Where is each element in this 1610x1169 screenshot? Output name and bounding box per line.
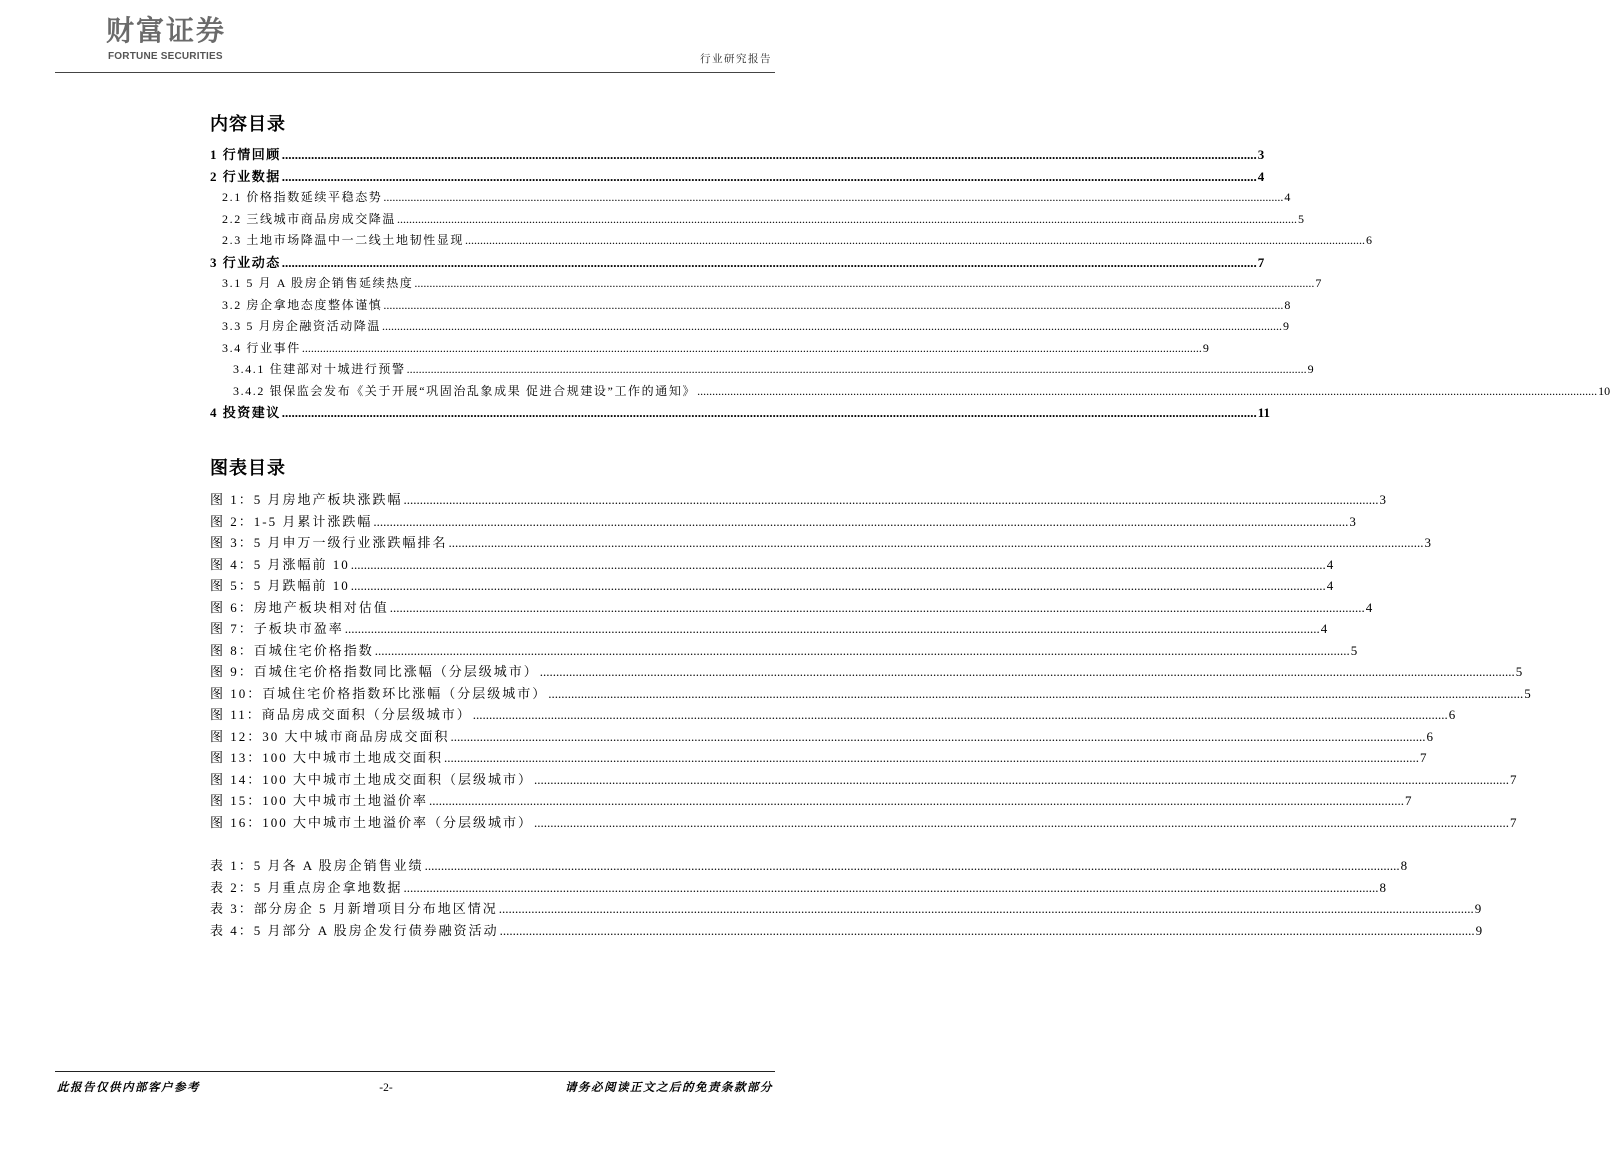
dot-leader bbox=[414, 273, 1314, 295]
figure-entry[interactable] bbox=[210, 640, 1358, 662]
dot-leader bbox=[473, 704, 1448, 726]
dot-leader bbox=[534, 812, 1509, 834]
toc-entry[interactable] bbox=[210, 316, 1290, 338]
figure-entry[interactable] bbox=[210, 511, 1356, 533]
table-entry[interactable] bbox=[210, 855, 1408, 877]
toc-entry-page: 11 bbox=[1257, 405, 1271, 420]
dot-leader bbox=[282, 402, 1257, 424]
figure-entry-page: 7 bbox=[1510, 814, 1517, 830]
figure-entry-label: 图 11：商品房成交面积（分层级城市） bbox=[210, 707, 472, 722]
toc-entry-label: 3.4 行业事件 bbox=[222, 340, 301, 355]
dot-leader bbox=[425, 855, 1400, 877]
dot-leader bbox=[697, 381, 1597, 403]
toc-entry[interactable] bbox=[210, 402, 1271, 424]
figure-entry-label: 图 2：1-5 月累计涨跌幅 bbox=[210, 513, 373, 529]
toc-entry-page: 8 bbox=[1284, 297, 1291, 312]
figure-entry[interactable] bbox=[210, 812, 1517, 834]
dot-leader bbox=[373, 511, 1348, 533]
table-entry-label: 表 1：5 月各 A 股房企销售业绩 bbox=[210, 858, 424, 873]
toc-entry-label: 3.4.1 住建部对十城进行预警 bbox=[233, 362, 406, 376]
figure-entry[interactable] bbox=[210, 726, 1434, 748]
dot-leader bbox=[500, 920, 1475, 942]
figure-entry[interactable] bbox=[210, 554, 1334, 576]
figure-entry[interactable] bbox=[210, 747, 1427, 769]
report-type-label: 行业研究报告 bbox=[700, 54, 772, 65]
toc-entry-page: 9 bbox=[1283, 319, 1290, 333]
toc-entry[interactable] bbox=[210, 381, 1610, 403]
toc-entry-page: 9 bbox=[1307, 362, 1314, 376]
dot-leader bbox=[397, 209, 1297, 231]
toc-title: 内容目录 bbox=[210, 114, 286, 134]
table-entry-page: 8 bbox=[1400, 858, 1408, 873]
toc-entry-label: 1 行情回顾 bbox=[210, 147, 281, 162]
table-entry[interactable] bbox=[210, 920, 1483, 942]
dot-leader bbox=[345, 618, 1320, 640]
toc-entry-label: 3.2 房企拿地态度整体谨慎 bbox=[222, 297, 383, 312]
figure-entry[interactable] bbox=[210, 618, 1328, 640]
figure-entry-label: 图 6：房地产板块相对估值 bbox=[210, 599, 389, 615]
toc-entry-label: 3.3 5 月房企融资活动降温 bbox=[222, 319, 382, 333]
table-list bbox=[210, 855, 1483, 941]
toc-entry-label: 2 行业数据 bbox=[210, 168, 281, 184]
figure-entry[interactable] bbox=[210, 683, 1531, 705]
dot-leader bbox=[451, 726, 1426, 748]
toc-entry[interactable] bbox=[210, 209, 1305, 231]
dot-leader bbox=[407, 359, 1307, 381]
dot-leader bbox=[465, 230, 1365, 252]
toc-entry-label: 3 行业动态 bbox=[210, 254, 281, 270]
toc-entry-label: 2.3 土地市场降温中一二线土地韧性显现 bbox=[222, 233, 465, 247]
dot-leader bbox=[390, 597, 1365, 619]
toc-entry-label: 2.2 三线城市商品房成交降温 bbox=[222, 211, 397, 226]
toc-entry-label: 2.1 价格指数延续平稳态势 bbox=[222, 190, 383, 204]
toc-entry[interactable] bbox=[210, 359, 1314, 381]
dot-leader bbox=[534, 769, 1509, 791]
figure-entry-label: 图 9：百城住宅价格指数同比涨幅（分层级城市） bbox=[210, 664, 539, 679]
dot-leader bbox=[302, 338, 1202, 360]
toc-entry-page: 6 bbox=[1366, 233, 1373, 247]
table-entry-label: 表 2：5 月重点房企拿地数据 bbox=[210, 879, 403, 895]
table-entry[interactable] bbox=[210, 898, 1482, 920]
toc-entry-page: 4 bbox=[1257, 168, 1265, 184]
figure-entry-page: 3 bbox=[1349, 513, 1356, 529]
figure-entry[interactable] bbox=[210, 489, 1387, 511]
table-entry-page: 9 bbox=[1475, 922, 1483, 938]
toc-entry-page: 7 bbox=[1257, 254, 1265, 270]
company-logo-english: FORTUNE SECURITIES bbox=[108, 51, 223, 62]
figure-entry-label: 图 3：5 月申万一级行业涨跌幅排名 bbox=[210, 535, 448, 550]
figure-entry-page: 6 bbox=[1426, 728, 1434, 744]
dot-leader bbox=[282, 144, 1257, 166]
toc-list bbox=[210, 144, 1610, 424]
figure-entry[interactable] bbox=[210, 790, 1412, 812]
dot-leader bbox=[282, 166, 1257, 188]
figure-list bbox=[210, 489, 1531, 833]
figure-entry-label: 图 4：5 月涨幅前 10 bbox=[210, 556, 350, 572]
dot-leader bbox=[351, 554, 1326, 576]
toc-entry[interactable] bbox=[210, 166, 1265, 188]
figure-entry[interactable] bbox=[210, 661, 1523, 683]
figure-entry-label: 图 16：100 大中城市土地溢价率（分层级城市） bbox=[210, 814, 534, 830]
figure-entry-label: 图 8：百城住宅价格指数 bbox=[210, 642, 374, 658]
dot-leader bbox=[444, 747, 1419, 769]
figure-entry-page: 7 bbox=[1510, 771, 1517, 787]
figure-entry-label: 图 15：100 大中城市土地溢价率 bbox=[210, 793, 429, 808]
table-entry-page: 8 bbox=[1379, 879, 1387, 895]
figure-entry-label: 图 10：百城住宅价格指数环比涨幅（分层级城市） bbox=[210, 685, 548, 701]
toc-entry-page: 7 bbox=[1315, 276, 1322, 290]
figure-entry[interactable] bbox=[210, 597, 1373, 619]
figure-entry-page: 5 bbox=[1524, 685, 1531, 701]
figure-entry[interactable] bbox=[210, 575, 1334, 597]
page-number: -2- bbox=[379, 1082, 393, 1094]
dot-leader bbox=[375, 640, 1350, 662]
toc-entry-page: 10 bbox=[1598, 383, 1610, 398]
figure-entry-page: 3 bbox=[1379, 492, 1387, 507]
table-entry[interactable] bbox=[210, 877, 1387, 899]
figure-entry-page: 5 bbox=[1515, 664, 1523, 679]
toc-entry-page: 5 bbox=[1298, 211, 1305, 226]
table-entry-label: 表 3：部分房企 5 月新增项目分布地区情况 bbox=[210, 901, 498, 916]
figure-entry-page: 4 bbox=[1326, 578, 1334, 593]
toc-entry-page: 9 bbox=[1202, 340, 1209, 355]
figure-entry-label: 图 7：子板块市盈率 bbox=[210, 621, 344, 636]
figure-list-title: 图表目录 bbox=[210, 458, 286, 478]
toc-entry[interactable] bbox=[210, 295, 1291, 317]
figure-entry-page: 4 bbox=[1320, 621, 1328, 636]
table-entry-label: 表 4：5 月部分 A 股房企发行债券融资活动 bbox=[210, 922, 499, 938]
toc-entry-label: 4 投资建议 bbox=[210, 405, 281, 420]
header-divider bbox=[55, 72, 775, 73]
dot-leader bbox=[548, 683, 1523, 705]
toc-entry[interactable] bbox=[210, 338, 1209, 360]
dot-leader bbox=[540, 661, 1515, 683]
toc-entry[interactable] bbox=[210, 230, 1373, 252]
company-logo-chinese: 财富证券 bbox=[106, 14, 227, 47]
figure-entry-label: 图 5：5 月跌幅前 10 bbox=[210, 578, 350, 593]
figure-entry-label: 图 1：5 月房地产板块涨跌幅 bbox=[210, 492, 403, 507]
toc-entry-label: 3.1 5 月 A 股房企销售延续热度 bbox=[222, 276, 414, 290]
footer-distribution-note: 此报告仅供内部客户参考 bbox=[57, 1082, 200, 1094]
figure-entry-label: 图 13：100 大中城市土地成交面积 bbox=[210, 750, 444, 765]
figure-entry-page: 3 bbox=[1424, 535, 1432, 550]
dot-leader bbox=[383, 187, 1283, 209]
toc-entry[interactable] bbox=[210, 144, 1265, 166]
toc-entry-page: 3 bbox=[1257, 147, 1265, 162]
footer-disclaimer-note: 请务必阅读正文之后的免责条款部分 bbox=[565, 1082, 773, 1094]
figure-entry[interactable] bbox=[210, 704, 1456, 726]
figure-entry-label: 图 12：30 大中城市商品房成交面积 bbox=[210, 728, 450, 744]
dot-leader bbox=[404, 877, 1379, 899]
toc-entry[interactable] bbox=[210, 252, 1265, 274]
toc-entry-page: 4 bbox=[1284, 190, 1291, 204]
figure-entry-page: 4 bbox=[1326, 556, 1334, 572]
dot-leader bbox=[351, 575, 1326, 597]
dot-leader bbox=[449, 532, 1424, 554]
figure-entry-page: 5 bbox=[1350, 642, 1358, 658]
figure-entry-label: 图 14：100 大中城市土地成交面积（层级城市） bbox=[210, 771, 534, 787]
dot-leader bbox=[382, 316, 1282, 338]
dot-leader bbox=[404, 489, 1379, 511]
toc-entry[interactable] bbox=[210, 187, 1291, 209]
table-entry-page: 9 bbox=[1474, 901, 1482, 916]
toc-entry-label: 3.4.2 银保监会发布《关于开展“巩固治乱象成果 促进合规建设”工作的通知》 bbox=[233, 383, 697, 398]
figure-entry[interactable] bbox=[210, 532, 1432, 554]
figure-entry[interactable] bbox=[210, 769, 1517, 791]
dot-leader bbox=[499, 898, 1474, 920]
footer-divider bbox=[55, 1071, 775, 1072]
figure-entry-page: 7 bbox=[1405, 793, 1412, 808]
dot-leader bbox=[429, 790, 1404, 812]
figure-entry-page: 4 bbox=[1365, 599, 1373, 615]
figure-entry-page: 7 bbox=[1420, 750, 1427, 765]
dot-leader bbox=[282, 252, 1257, 274]
figure-entry-page: 6 bbox=[1448, 707, 1456, 722]
dot-leader bbox=[383, 295, 1283, 317]
toc-entry[interactable] bbox=[210, 273, 1322, 295]
